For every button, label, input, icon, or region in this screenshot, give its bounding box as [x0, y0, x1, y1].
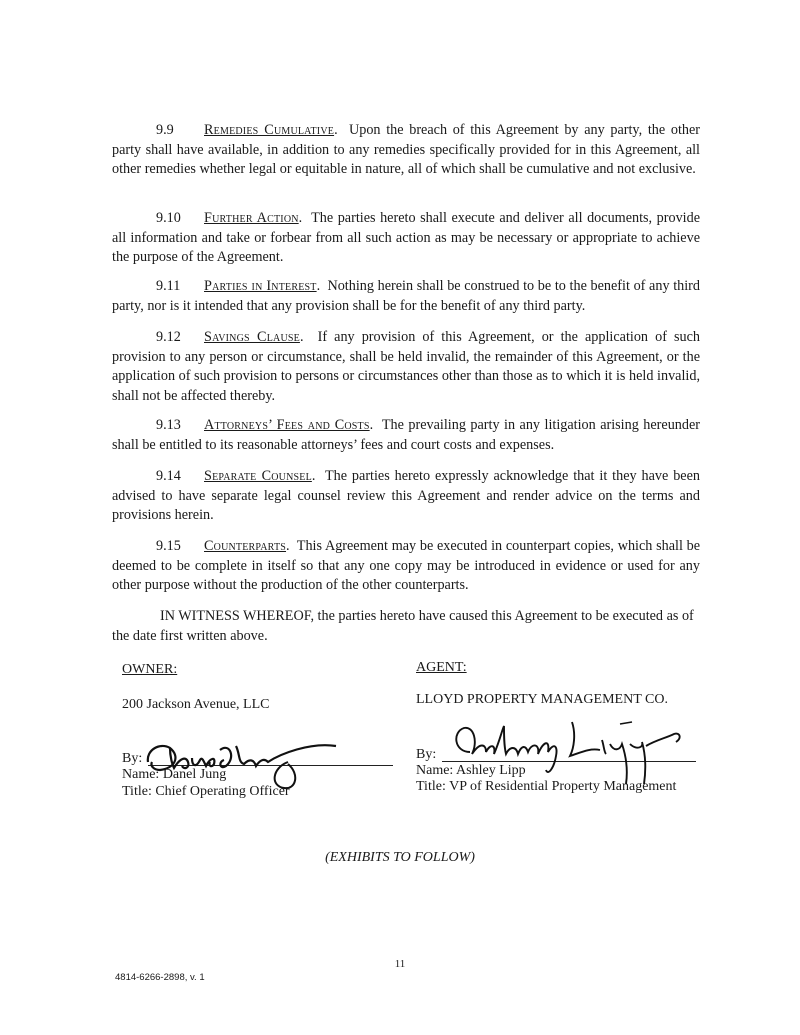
section-9-11: 9.11 Parties in Interest. Nothing herein shall be construed to be to the benefit of any third party, nor is it intended that any provision shall be for the benefit of any third party. [112, 278, 701, 314]
section-number: 9.12 [156, 329, 181, 345]
section-heading: Parties in Interest [204, 278, 317, 294]
section-text: The parties hereto expressly acknowledge that it they have been advised to have separate legal counsel review this Agreement and render advice on the terms and provisions herein. [112, 468, 700, 523]
section-heading: Further Action [204, 210, 299, 226]
section-number: 9.10 [156, 210, 181, 226]
owner-entity: 200 Jackson Avenue, LLC [122, 697, 270, 712]
witness-text: IN WITNESS WHEREOF, the parties hereto have caused this Agreement to be executed as of the date first written above. [112, 608, 694, 644]
agent-entity: LLOYD PROPERTY MANAGEMENT CO. [416, 692, 668, 707]
agent-by-label: By: [416, 747, 437, 762]
witness-clause [112, 606, 702, 646]
owner-label: OWNER: [122, 662, 178, 677]
section-9-12: 9.12 Savings Clause. If any provision of this Agreement, or the application of such provision to any person or circumstance, shall be held invalid, the remainder of this Agreement, or the application of such provision to persons or circumstances other than those as to which it is held invalid, shall not be affected thereby. [112, 329, 700, 404]
agent-label: AGENT: [416, 660, 467, 675]
document-id: 4814-6266-2898, v. 1 [115, 972, 205, 983]
agent-signature [450, 712, 690, 794]
section-heading: Counterparts [204, 538, 287, 554]
section-number: 9.11 [156, 278, 181, 294]
owner-name: Name: Danel Jung [122, 767, 227, 782]
section-heading: Separate Counsel [204, 468, 312, 484]
owner-signature [140, 728, 340, 790]
section-text: This Agreement may be executed in counterpart copies, which shall be deemed to be complete in itself so that any one copy may be introduced in evidence or used for any other purpose without the production of the other counterparts. [112, 538, 700, 593]
section-heading: Savings Clause [204, 329, 300, 345]
section-number: 9.13 [156, 417, 181, 433]
section-text: Nothing herein shall be construed to be to the benefit of any third party, nor is it intended that any provision shall be for the benefit of any third party. [112, 278, 701, 314]
section-text: The parties hereto shall execute and deliver all documents, provide all information and take or forbear from all such action as may be necessary or appropriate to achieve the purpose of the Agreement. [112, 210, 700, 265]
section-9-15: 9.15 Counterparts. This Agreement may be executed in counterpart copies, which shall be deemed to be complete in itself so that any one copy may be introduced in evidence or used for any other purpose without the production of the other counterparts. [112, 538, 700, 593]
section-9-13: 9.13 Attorneys’ Fees and Costs. The prevailing party in any litigation arising hereunder shall be entitled to its reasonable attorneys’ fees and court costs and expenses. [112, 417, 701, 453]
section-9-10: 9.10 Further Action. The parties hereto shall execute and deliver all documents, provide all information and take or forbear from all such action as may be necessary or appropriate to achieve the purpose of the Agreement. [112, 210, 700, 265]
section-number: 9.14 [156, 468, 181, 484]
section-text: The prevailing party in any litigation arising hereunder shall be entitled to its reasonable attorneys’ fees and court costs and expenses. [112, 417, 701, 453]
section-heading: Attorneys’ Fees and Costs [204, 417, 370, 433]
page-number: 11 [394, 958, 406, 970]
owner-by-label: By: [122, 751, 143, 766]
owner-title: Title: Chief Operating Officer [122, 784, 290, 799]
section-heading: Remedies Cumulative [204, 122, 335, 138]
agent-title: Title: VP of Residential Property Management [416, 779, 677, 794]
section-number: 9.15 [156, 538, 181, 554]
section-9-9: 9.9 Remedies Cumulative. Upon the breach of this Agreement by any party, the other party shall have available, in addition to any remedies specifically provided for in this Agreement, all other remedies whether legal or equitable in nature, all of which shall be cumulative and not exclusive. [112, 122, 701, 177]
exhibits-note: (EXHIBITS TO FOLLOW) [325, 850, 475, 865]
section-text: If any provision of this Agreement, or the application of such provision to any person or circumstance, shall be held invalid, the remainder of this Agreement, or the application of such provision to persons or circumstances other than those as to which it is held invalid, shall not be affected thereby. [112, 329, 700, 404]
agent-name: Name: Ashley Lipp [416, 763, 526, 778]
section-number: 9.9 [156, 122, 174, 138]
section-9-14: 9.14 Separate Counsel. The parties hereto expressly acknowledge that it they have been advised to have separate legal counsel review this Agreement and render advice on the terms and provisions herein. [112, 468, 700, 523]
section-text: Upon the breach of this Agreement by any party, the other party shall have available, in addition to any remedies specifically provided for in this Agreement, all other remedies whether legal or equitable in nature, all of which shall be cumulative and not exclusive. [112, 122, 701, 177]
